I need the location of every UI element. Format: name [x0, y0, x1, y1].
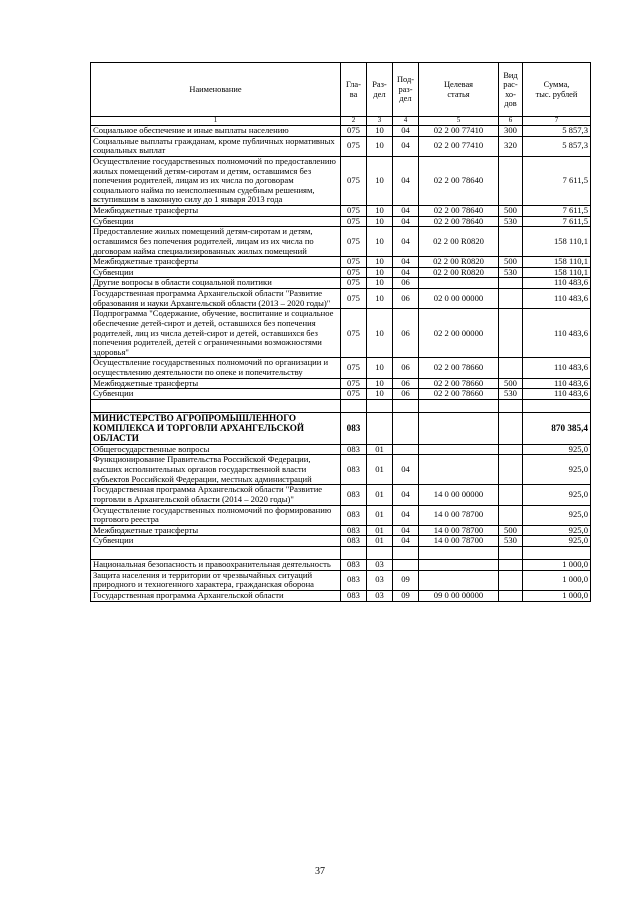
cell-name: Осуществление государственных полномочий по организации и осуществлению деятельности по опеке и попечительству [91, 358, 341, 378]
cell-razdel: 10 [367, 156, 393, 205]
table-row [91, 278, 591, 289]
cell-podrazdel: 04 [393, 505, 419, 525]
cell-vid [499, 505, 523, 525]
table-row [91, 156, 591, 205]
cell-razdel: 10 [367, 289, 393, 309]
cell-sum: 158 110,1 [523, 227, 591, 257]
cell-target: 02 2 00 R0820 [419, 267, 499, 278]
cell-podrazdel: 04 [393, 227, 419, 257]
cell-podrazdel: 04 [393, 455, 419, 485]
cell-vid: 530 [499, 389, 523, 400]
column-number: 7 [523, 117, 591, 126]
table-row [91, 444, 591, 455]
cell-glava: 075 [341, 206, 367, 217]
cell-sum: 110 483,6 [523, 278, 591, 289]
cell-name: Подпрограмма "Содержание, обучение, воспитание и социальное обеспечение детей-сирот и детей, оставшихся без попечения родителей, лиц из числа детей-сирот и детей, оставшихся без попечения родителей, детей с ограниченными возможностями здоровья" [91, 309, 341, 358]
cell-podrazdel: 06 [393, 309, 419, 358]
cell-glava: 075 [341, 216, 367, 227]
cell-target: 02 2 00 R0820 [419, 227, 499, 257]
cell-podrazdel: 04 [393, 206, 419, 217]
cell-vid [499, 590, 523, 601]
cell-glava: 083 [341, 485, 367, 505]
table-row [91, 485, 591, 505]
column-number: 2 [341, 117, 367, 126]
cell-vid [499, 309, 523, 358]
cell-glava: 083 [341, 525, 367, 536]
cell-podrazdel: 06 [393, 289, 419, 309]
cell-podrazdel: 04 [393, 257, 419, 268]
cell-sum: 1 000,0 [523, 590, 591, 601]
cell-sum: 925,0 [523, 505, 591, 525]
cell-sum: 1 000,0 [523, 570, 591, 590]
cell-razdel: 10 [367, 257, 393, 268]
table-row [91, 536, 591, 547]
cell-podrazdel [393, 560, 419, 571]
column-number: 6 [499, 117, 523, 126]
column-number: 5 [419, 117, 499, 126]
cell-name: Государственная программа Архангельской области "Развитие торговли в Архангельской области (2014 – 2020 годы)" [91, 485, 341, 505]
cell-vid [499, 412, 523, 444]
cell-sum: 5 857,3 [523, 126, 591, 137]
cell-glava: 083 [341, 536, 367, 547]
cell-razdel: 01 [367, 536, 393, 547]
empty-cell [367, 547, 393, 560]
table-body [91, 126, 591, 602]
table-row [91, 227, 591, 257]
cell-vid: 300 [499, 126, 523, 137]
cell-glava: 083 [341, 455, 367, 485]
column-number: 3 [367, 117, 393, 126]
cell-glava: 083 [341, 590, 367, 601]
cell-razdel: 10 [367, 378, 393, 389]
cell-name: МИНИСТЕРСТВО АГРОПРОМЫШЛЕННОГО КОМПЛЕКСА И ТОРГОВЛИ АРХАНГЕЛЬСКОЙ ОБЛАСТИ [91, 412, 341, 444]
table-row [91, 126, 591, 137]
cell-sum: 870 385,4 [523, 412, 591, 444]
cell-vid: 500 [499, 525, 523, 536]
empty-cell [419, 547, 499, 560]
cell-vid: 500 [499, 378, 523, 389]
cell-target: 02 2 00 78640 [419, 216, 499, 227]
cell-target [419, 412, 499, 444]
cell-vid: 320 [499, 136, 523, 156]
column-number: 4 [393, 117, 419, 126]
cell-glava: 083 [341, 505, 367, 525]
cell-name: Осуществление государственных полномочий по формированию торгового реестра [91, 505, 341, 525]
empty-cell [341, 399, 367, 412]
cell-name: Предоставление жилых помещений детям-сиротам и детям, оставшимся без попечения родителей, лицам из их числа по договорам найма специализированных жилых помещений [91, 227, 341, 257]
cell-target: 02 2 00 78660 [419, 389, 499, 400]
cell-sum: 5 857,3 [523, 136, 591, 156]
cell-glava: 075 [341, 358, 367, 378]
cell-target [419, 560, 499, 571]
cell-vid: 500 [499, 257, 523, 268]
table-row [91, 412, 591, 444]
cell-glava: 083 [341, 570, 367, 590]
cell-podrazdel: 06 [393, 358, 419, 378]
cell-vid [499, 560, 523, 571]
cell-sum: 925,0 [523, 536, 591, 547]
header-podrazdel: Под- раз- дел [393, 63, 419, 117]
cell-vid: 500 [499, 206, 523, 217]
cell-name: Субвенции [91, 216, 341, 227]
cell-vid [499, 570, 523, 590]
cell-sum: 7 611,5 [523, 156, 591, 205]
cell-podrazdel: 04 [393, 267, 419, 278]
cell-razdel: 10 [367, 389, 393, 400]
cell-target: 14 0 00 78700 [419, 525, 499, 536]
table-row [91, 389, 591, 400]
cell-sum: 1 000,0 [523, 560, 591, 571]
cell-target [419, 570, 499, 590]
table-row [91, 560, 591, 571]
cell-target: 14 0 00 78700 [419, 536, 499, 547]
cell-target: 02 2 00 77410 [419, 136, 499, 156]
cell-razdel: 10 [367, 216, 393, 227]
page-number: 37 [315, 866, 325, 877]
cell-podrazdel: 04 [393, 156, 419, 205]
cell-name: Общегосударственные вопросы [91, 444, 341, 455]
cell-razdel: 10 [367, 358, 393, 378]
cell-glava: 075 [341, 126, 367, 137]
cell-name: Межбюджетные трансферты [91, 525, 341, 536]
empty-cell [499, 547, 523, 560]
cell-razdel [367, 412, 393, 444]
cell-vid: 530 [499, 216, 523, 227]
cell-name: Государственная программа Архангельской области "Развитие образования и науки Архангельской области (2013 – 2020 годы)" [91, 289, 341, 309]
cell-target: 02 2 00 78640 [419, 206, 499, 217]
cell-podrazdel: 04 [393, 126, 419, 137]
cell-razdel: 10 [367, 227, 393, 257]
table-row [91, 455, 591, 485]
cell-podrazdel: 04 [393, 216, 419, 227]
cell-name: Государственная программа Архангельской области [91, 590, 341, 601]
cell-glava: 083 [341, 412, 367, 444]
cell-name: Субвенции [91, 536, 341, 547]
empty-cell [523, 547, 591, 560]
cell-target: 09 0 00 00000 [419, 590, 499, 601]
cell-vid [499, 485, 523, 505]
spacer-row [91, 399, 591, 412]
empty-cell [367, 399, 393, 412]
cell-target: 02 2 00 00000 [419, 309, 499, 358]
cell-sum: 7 611,5 [523, 216, 591, 227]
header-vid: Вид рас- хо- дов [499, 63, 523, 117]
cell-sum: 110 483,6 [523, 378, 591, 389]
table-row [91, 216, 591, 227]
cell-podrazdel: 09 [393, 590, 419, 601]
spacer-row [91, 547, 591, 560]
cell-sum: 925,0 [523, 525, 591, 536]
table-row [91, 267, 591, 278]
cell-razdel: 01 [367, 444, 393, 455]
cell-podrazdel [393, 444, 419, 455]
cell-name: Другие вопросы в области социальной политики [91, 278, 341, 289]
cell-target: 02 0 00 00000 [419, 289, 499, 309]
cell-glava: 075 [341, 378, 367, 389]
cell-name: Защита населения и территории от чрезвычайных ситуаций природного и техногенного характера, гражданская оборона [91, 570, 341, 590]
cell-target: 02 2 00 78660 [419, 378, 499, 389]
table-row [91, 378, 591, 389]
empty-cell [393, 399, 419, 412]
table-row [91, 525, 591, 536]
cell-target [419, 444, 499, 455]
cell-name: Осуществление государственных полномочий по предоставлению жилых помещений детям-сиротам и детям, оставшимся без попечения родителей, лицам из их числа по договорам социального найма по неисполненным судебным решениям, вступившим в законную силу до 1 января 2013 года [91, 156, 341, 205]
cell-vid [499, 455, 523, 485]
cell-target [419, 455, 499, 485]
cell-vid [499, 289, 523, 309]
cell-glava: 075 [341, 309, 367, 358]
cell-target: 02 2 00 78640 [419, 156, 499, 205]
cell-target: 02 2 00 78660 [419, 358, 499, 378]
cell-target: 02 2 00 R0820 [419, 257, 499, 268]
cell-vid [499, 444, 523, 455]
cell-glava: 075 [341, 156, 367, 205]
cell-razdel: 03 [367, 570, 393, 590]
cell-glava: 075 [341, 227, 367, 257]
cell-target: 02 2 00 77410 [419, 126, 499, 137]
cell-glava: 075 [341, 278, 367, 289]
cell-razdel: 10 [367, 136, 393, 156]
table-row [91, 136, 591, 156]
cell-name: Межбюджетные трансферты [91, 257, 341, 268]
cell-name: Субвенции [91, 267, 341, 278]
table-row [91, 206, 591, 217]
cell-name: Субвенции [91, 389, 341, 400]
cell-glava: 075 [341, 289, 367, 309]
cell-sum: 158 110,1 [523, 267, 591, 278]
empty-cell [91, 399, 341, 412]
table-row [91, 570, 591, 590]
header-sum: Сумма, тыс. рублей [523, 63, 591, 117]
cell-podrazdel: 04 [393, 485, 419, 505]
empty-cell [499, 399, 523, 412]
cell-glava: 083 [341, 560, 367, 571]
empty-cell [341, 547, 367, 560]
cell-vid: 530 [499, 267, 523, 278]
cell-razdel: 10 [367, 126, 393, 137]
cell-podrazdel: 04 [393, 525, 419, 536]
cell-razdel: 10 [367, 278, 393, 289]
cell-sum: 110 483,6 [523, 289, 591, 309]
cell-sum: 110 483,6 [523, 389, 591, 400]
header-razdel: Раз- дел [367, 63, 393, 117]
empty-cell [393, 547, 419, 560]
column-number: 1 [91, 117, 341, 126]
header-row [91, 63, 591, 117]
table-row [91, 309, 591, 358]
cell-vid [499, 227, 523, 257]
cell-razdel: 10 [367, 267, 393, 278]
cell-razdel: 01 [367, 485, 393, 505]
cell-razdel: 03 [367, 560, 393, 571]
cell-glava: 075 [341, 267, 367, 278]
cell-podrazdel: 04 [393, 536, 419, 547]
cell-target: 14 0 00 78700 [419, 505, 499, 525]
column-number-row [91, 117, 591, 126]
header-name: Наименование [91, 63, 341, 117]
budget-table [90, 62, 591, 602]
cell-sum: 7 611,5 [523, 206, 591, 217]
cell-podrazdel: 04 [393, 136, 419, 156]
table-row [91, 257, 591, 268]
table-row [91, 289, 591, 309]
cell-vid [499, 156, 523, 205]
header-target: Целевая статья [419, 63, 499, 117]
cell-razdel: 10 [367, 309, 393, 358]
empty-cell [523, 399, 591, 412]
cell-podrazdel: 09 [393, 570, 419, 590]
cell-razdel: 01 [367, 455, 393, 485]
cell-name: Социальное обеспечение и иные выплаты населению [91, 126, 341, 137]
cell-vid [499, 278, 523, 289]
cell-name: Функционирование Правительства Российской Федерации, высших исполнительных органов государственной власти субъектов Российской Федерации, местных администраций [91, 455, 341, 485]
empty-cell [91, 547, 341, 560]
cell-target [419, 278, 499, 289]
cell-sum: 925,0 [523, 485, 591, 505]
cell-sum: 110 483,6 [523, 358, 591, 378]
cell-glava: 075 [341, 389, 367, 400]
cell-glava: 075 [341, 257, 367, 268]
table-row [91, 505, 591, 525]
cell-vid: 530 [499, 536, 523, 547]
cell-sum: 158 110,1 [523, 257, 591, 268]
cell-name: Социальные выплаты гражданам, кроме публичных нормативных социальных выплат [91, 136, 341, 156]
header-glava: Гла- ва [341, 63, 367, 117]
cell-sum: 925,0 [523, 444, 591, 455]
cell-podrazdel: 06 [393, 389, 419, 400]
cell-podrazdel [393, 412, 419, 444]
cell-glava: 075 [341, 136, 367, 156]
cell-name: Национальная безопасность и правоохранительная деятельность [91, 560, 341, 571]
cell-razdel: 03 [367, 590, 393, 601]
table-row [91, 358, 591, 378]
cell-vid [499, 358, 523, 378]
cell-razdel: 01 [367, 525, 393, 536]
empty-cell [419, 399, 499, 412]
cell-target: 14 0 00 00000 [419, 485, 499, 505]
cell-name: Межбюджетные трансферты [91, 378, 341, 389]
cell-podrazdel: 06 [393, 378, 419, 389]
cell-sum: 925,0 [523, 455, 591, 485]
cell-razdel: 10 [367, 206, 393, 217]
cell-razdel: 01 [367, 505, 393, 525]
cell-name: Межбюджетные трансферты [91, 206, 341, 217]
cell-podrazdel: 06 [393, 278, 419, 289]
cell-sum: 110 483,6 [523, 309, 591, 358]
table-row [91, 590, 591, 601]
cell-glava: 083 [341, 444, 367, 455]
